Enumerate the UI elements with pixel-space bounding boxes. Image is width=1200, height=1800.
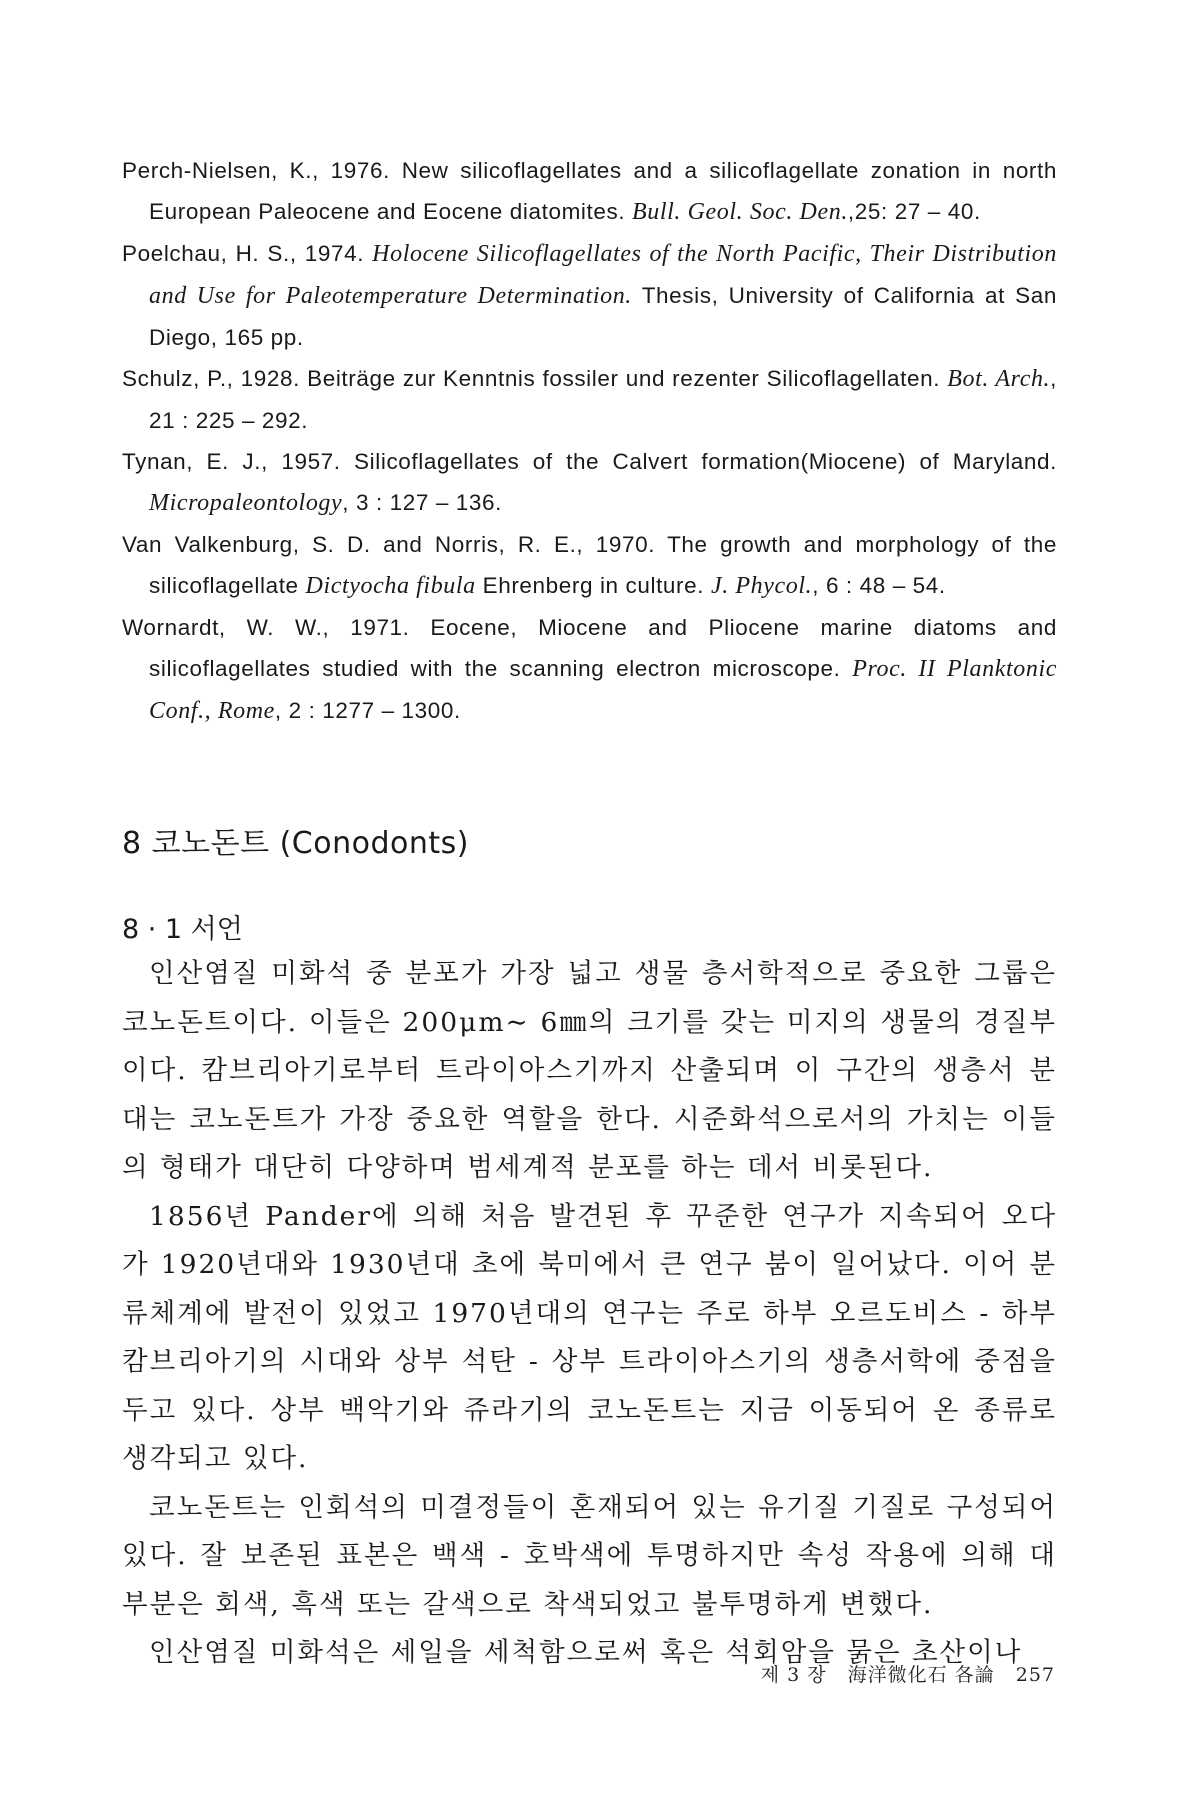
ref-volume: , 6 : 48 – 54. <box>812 573 946 598</box>
ref-volume: ,25: 27 – 40. <box>847 199 981 224</box>
reference-entry <box>122 441 1057 524</box>
ref-text: Ehrenberg in culture. <box>475 573 711 598</box>
reference-entry <box>122 524 1057 607</box>
ref-journal: Bull. Geol. Soc. Den. <box>632 199 848 225</box>
body-paragraph: 인산염질 미화석은 세일을 세척함으로써 혹은 석회암을 묽은 초산이나 <box>149 1637 1023 1668</box>
page-number: 257 <box>1015 1664 1055 1686</box>
ref-text: Tynan, E. J., 1957. Silicoflagellates of the Calvert formation(Miocene) of Maryland. <box>122 449 1057 474</box>
ref-volume: Thesis, University of California at San Diego, 165 pp. <box>149 283 1057 350</box>
ref-volume: , 3 : 127 – 136. <box>342 490 502 515</box>
body-paragraph: 코노돈트는 인회석의 미결정들이 혼재되어 있는 유기질 기질로 구성되어 있다. 잘 보존된 표본은 백색 - 호박색에 투명하지만 속성 작용에 의해 대부분은 회색, 흑색 또는 갈색으로 착색되었고 불투명하게 변했다. <box>122 1491 1057 1620</box>
reference-entry <box>122 233 1057 358</box>
reference-list <box>122 150 1057 732</box>
ref-journal: Bot. Arch. <box>947 366 1051 392</box>
ref-text: Perch-Nielsen, K., 1976. New silicoflagellates and a silicoflagellate zonation in north European Paleocene and Eocene diatomites. <box>122 158 1057 224</box>
chapter-heading: 8 코노돈트 (Conodonts) <box>122 826 469 861</box>
ref-text: Schulz, P., 1928. Beiträge zur Kenntnis fossiler und rezenter Silicoflagellaten. <box>122 366 948 391</box>
page-body <box>122 150 1057 1678</box>
body-paragraph: 인산염질 미화석 중 분포가 가장 넓고 생물 층서학적으로 중요한 그룹은 코노돈트이다. 이들은 200μm∼ 6㎜의 크기를 갖는 미지의 생물의 경질부이다. 캄브리아기로부터 트라이아스기까지 산출되며 이 구간의 생층서 분대는 코노돈트가 가장 중요한 역할을 한다. 시준화석으로서의 가치는 이들의 형태가 대단히 다양하며 범세계적 분포를 하는 데서 비롯된다. <box>122 958 1057 1183</box>
footer-title: 海洋微化石 各論 <box>847 1664 995 1686</box>
ref-journal: Proc. II Planktonic Conf., Rome <box>149 656 1057 724</box>
body-paragraph: 1856년 Pander에 의해 처음 발견된 후 꾸준한 연구가 지속되어 오다가 1920년대와 1930년대 초에 북미에서 큰 연구 붐이 일어났다. 이어 분류체계에 발전이 있었고 1970년대의 연구는 주로 하부 오르도비스 - 하부 캄브리아기의 시대와 상부 석탄 - 상부 트라이아스기의 생층서학에 중점을 두고 있다. 상부 백악기와 쥬라기의 코노돈트는 지금 이동되어 온 종류로 생각되고 있다. <box>122 1200 1057 1474</box>
ref-volume: , 21 : 225 – 292. <box>149 366 1057 433</box>
ref-title: Holocene Silicoflagellates of the North Pacific, Their Distribution and Use for Paleotemperature Determination. <box>149 241 1057 309</box>
ref-text: Wornardt, W. W., 1971. Eocene, Miocene and Pliocene marine diatoms and silicoflagellates studied with the scanning electron microscope. <box>122 615 1057 681</box>
reference-entry <box>122 150 1057 233</box>
footer-chapter-label: 제 3 장 <box>760 1664 827 1686</box>
ref-journal: Micropaleontology <box>149 490 343 516</box>
ref-text: Van Valkenburg, S. D. and Norris, R. E., 1970. The growth and morphology of the silicoflagellate <box>122 532 1057 598</box>
ref-journal: J. Phycol. <box>710 573 813 599</box>
ref-volume: , 2 : 1277 – 1300. <box>274 698 461 723</box>
page-footer <box>747 1660 1055 1687</box>
reference-entry <box>122 358 1057 441</box>
ref-text: Poelchau, H. S., 1974. <box>122 241 373 266</box>
ref-species: Dictyocha fibula <box>305 573 476 599</box>
section-heading: 8 · 1 서언 <box>122 914 243 945</box>
reference-entry <box>122 607 1057 732</box>
